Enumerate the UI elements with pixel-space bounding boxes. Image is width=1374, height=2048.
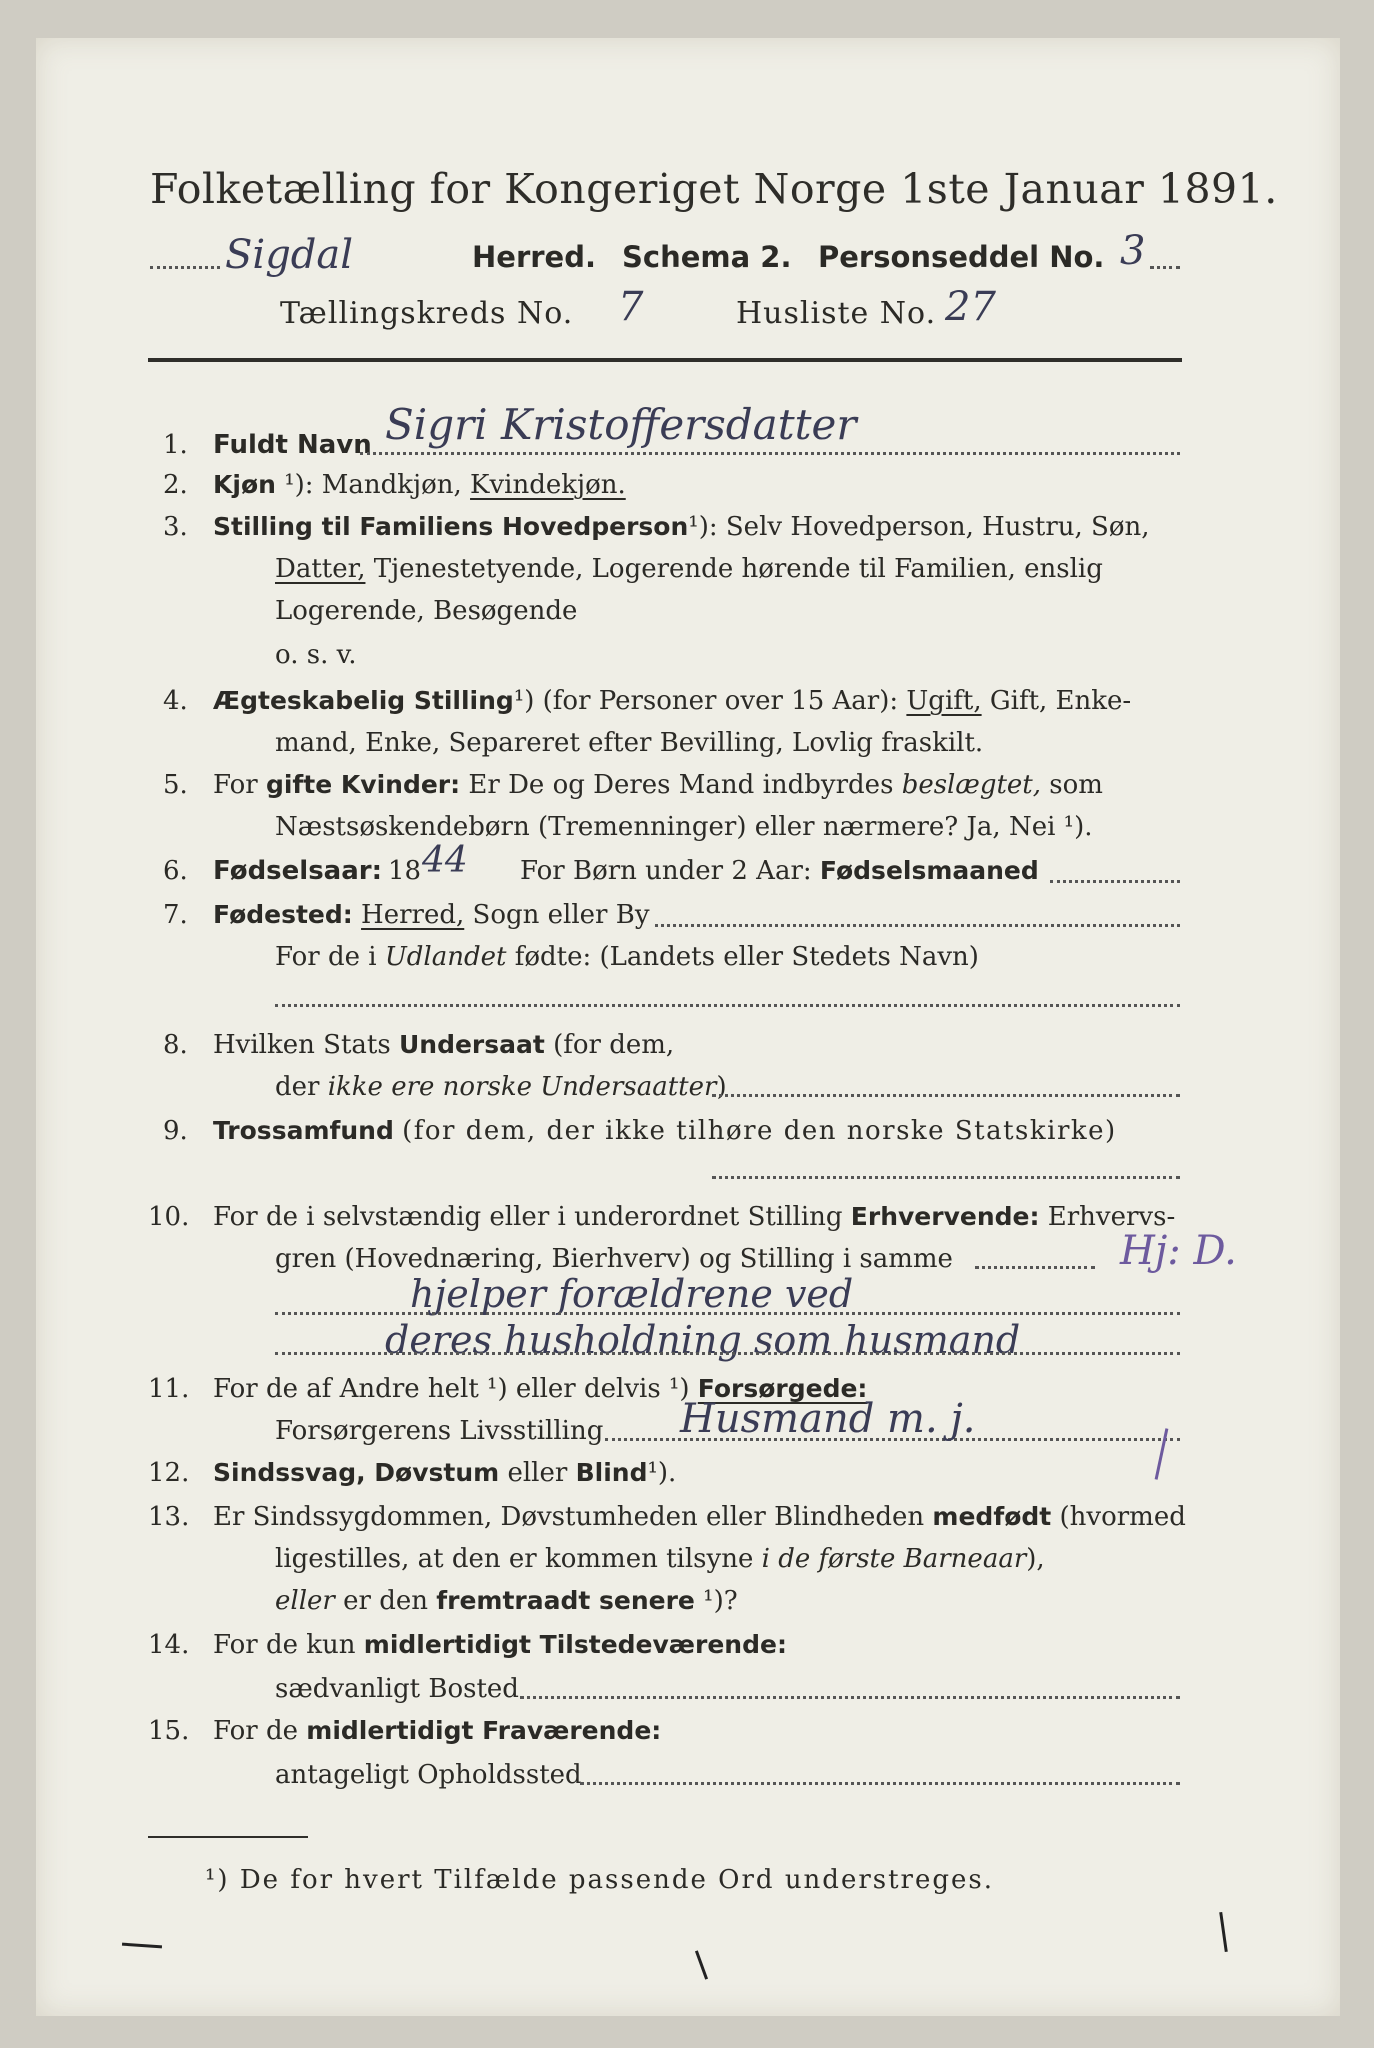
q9-label: Trossamfund	[213, 1116, 394, 1145]
q11-a: For de af Andre helt ¹) eller delvis ¹)	[213, 1374, 690, 1404]
q4-text	[213, 686, 1131, 716]
q11-label: Forsørgede:	[697, 1374, 868, 1403]
q1-name-handwritten: Sigri Kristoffersdatter	[385, 400, 857, 449]
q6-dotline	[1050, 880, 1180, 883]
q7-b: Sogn eller By	[472, 900, 650, 930]
q13-line3-a: eller	[275, 1586, 335, 1616]
item-number: 2.	[163, 470, 188, 500]
q11-handwritten: Husmand m. j.	[680, 1396, 976, 1442]
q7-selected: Herred,	[361, 900, 465, 930]
q3-line2	[275, 554, 1103, 584]
item-number: 4.	[163, 686, 188, 716]
q2-label: Kjøn	[213, 470, 276, 499]
q7-line2	[275, 942, 979, 972]
q2-text	[213, 470, 626, 500]
q15-a: For de	[213, 1716, 298, 1746]
q14-text	[213, 1630, 787, 1660]
q4-selected: Ugift,	[906, 686, 982, 716]
q8-label: Undersaat	[398, 1030, 545, 1059]
kreds-label: Tællingskreds No.	[280, 296, 574, 331]
q13-line3-b: er den	[343, 1586, 428, 1616]
q13-line3-d: ¹)?	[703, 1586, 738, 1616]
q14-label: midlertidigt Tilstedeværende:	[363, 1630, 787, 1659]
q15-dotline	[580, 1782, 1180, 1785]
q7-line2-c: fødte: (Landets eller Stedets Navn)	[514, 942, 979, 972]
q3-line4: o. s. v.	[275, 640, 357, 670]
header-divider	[148, 358, 1182, 362]
q8-a: Hvilken Stats	[213, 1030, 391, 1060]
husliste-label: Husliste No.	[736, 296, 937, 331]
q8-line2-c: )	[716, 1072, 727, 1102]
q10-c: Erhvervs-	[1047, 1202, 1176, 1232]
husliste-number: 27	[945, 284, 996, 330]
q10-text	[213, 1202, 1175, 1232]
q7-dotline	[655, 924, 1180, 927]
q8-dotline	[712, 1094, 1180, 1097]
q14-dotline	[520, 1696, 1180, 1699]
item-number: 9.	[163, 1116, 188, 1146]
schema-label: Schema 2.	[622, 240, 792, 274]
q13-line2-c: ),	[1026, 1544, 1045, 1574]
q8-c: (for dem,	[553, 1030, 675, 1060]
q5-e: som	[1049, 770, 1103, 800]
herred-dotline	[150, 266, 220, 269]
q4-label: Ægteskabelig Stilling	[213, 686, 514, 715]
q11-line2: Forsørgerens Livsstilling	[275, 1416, 604, 1446]
form-title: Folketælling for Kongeriget Norge 1ste Januar 1891.	[150, 165, 1278, 213]
q8-line2	[275, 1072, 727, 1102]
q6-rest-b: Fødselsmaaned	[819, 856, 1039, 885]
q3-line2-rest: Tjenestetyende, Logerende hørende til Familien, enslig	[373, 554, 1103, 584]
q3-label: Stilling til Familiens Hovedperson	[213, 512, 689, 541]
q10-dotline-3	[275, 1352, 1180, 1355]
q13-line3-c: fremtraadt senere	[436, 1586, 695, 1615]
item-number: 12.	[148, 1458, 190, 1488]
q13-text	[213, 1502, 1186, 1532]
q14-a: For de kun	[213, 1630, 356, 1660]
personseddel-label: Personseddel No.	[818, 240, 1105, 274]
q10-handwritten-line2: deres husholdning som husmand	[385, 1318, 1021, 1362]
q10-handwritten-line1: hjelper forældrene ved	[410, 1272, 854, 1316]
herred-handwritten: Sigdal	[225, 232, 354, 278]
item-number: 10.	[148, 1202, 190, 1232]
item-number: 1.	[163, 430, 188, 460]
q5-label: gifte Kvinder:	[265, 770, 461, 799]
q8-line2-b: ikke ere norske Undersaatter	[327, 1072, 717, 1102]
q8-text	[213, 1030, 674, 1060]
q3-selected: Datter,	[275, 554, 366, 584]
item-number: 15.	[148, 1716, 190, 1746]
q8-line2-a: der	[275, 1072, 320, 1102]
item-number: 13.	[148, 1502, 190, 1532]
footnote: ¹) De for hvert Tilfælde passende Ord understreges.	[205, 1865, 995, 1895]
q5-d: beslægtet,	[901, 770, 1042, 800]
q12-c: Blind	[575, 1458, 648, 1487]
q7-line2-a: For de i	[275, 942, 377, 972]
q12-b: eller	[507, 1458, 568, 1488]
q10-handwritten-code: Hj: D.	[1120, 1228, 1237, 1274]
item-number: 14.	[148, 1630, 190, 1660]
q4-rest-c: Gift, Enke-	[989, 686, 1132, 716]
q13-line2-b: i de første Barneaar	[761, 1544, 1027, 1574]
q1-dotline	[360, 452, 1180, 455]
q5-line2: Næstsøskendebørn (Tremenninger) eller nærmere? Ja, Nei ¹).	[275, 812, 1093, 842]
q9-dotline	[712, 1176, 1180, 1179]
item-number: 7.	[163, 900, 188, 930]
kreds-number: 7	[618, 284, 644, 330]
q13-label: medfødt	[932, 1502, 1052, 1531]
herred-label: Herred.	[472, 240, 596, 274]
q12-text	[213, 1458, 676, 1488]
q6-prefix: 18	[388, 856, 422, 886]
q14-line2: sædvanligt Bosted	[275, 1674, 519, 1704]
q2-selected: Kvindekjøn.	[470, 470, 626, 500]
q4-line2: mand, Enke, Separeret efter Bevilling, Lovlig fraskilt.	[275, 728, 984, 758]
item-number: 5.	[163, 770, 188, 800]
q12-d: ¹).	[647, 1458, 677, 1488]
item-number: 8.	[163, 1030, 188, 1060]
q13-line3	[275, 1586, 738, 1616]
q10-dotline	[975, 1266, 1095, 1269]
personseddel-dotline	[1150, 266, 1180, 269]
q5-text	[213, 770, 1103, 800]
q6-year-handwritten: 44	[422, 840, 468, 881]
q5-a: For	[213, 770, 258, 800]
q1-label: Fuldt Navn	[213, 430, 372, 460]
q9-rest: (for dem, der ikke tilhøre den norske Statskirke)	[402, 1116, 1117, 1146]
q3-text	[213, 512, 1150, 542]
q13-a: Er Sindssygdommen, Døvstumheden eller Blindheden	[213, 1502, 925, 1532]
q7-text	[213, 900, 650, 930]
q4-rest: ¹) (for Personer over 15 Aar):	[513, 686, 899, 716]
q10-dotline-2	[275, 1312, 1180, 1315]
q7-line2-b: Udlandet	[384, 942, 507, 972]
q6-label: Fødselsaar:	[213, 856, 382, 886]
q15-label: midlertidigt Fraværende:	[306, 1716, 662, 1745]
q7-label: Fødested:	[213, 900, 353, 929]
q15-text	[213, 1716, 661, 1746]
q6-rest	[520, 856, 1039, 886]
item-number: 11.	[148, 1374, 190, 1404]
q3-line3: Logerende, Besøgende	[275, 596, 578, 626]
q10-label: Erhvervende:	[850, 1202, 1040, 1231]
q13-c: (hvormed	[1059, 1502, 1186, 1532]
footnote-divider	[148, 1836, 308, 1838]
q3-options: ¹): Selv Hovedperson, Hustru, Søn,	[688, 512, 1150, 542]
item-number: 6.	[163, 856, 188, 886]
q13-line2-a: ligestilles, at den er kommen tilsyne	[275, 1544, 754, 1574]
q10-a: For de i selvstændig eller i underordnet Stilling	[213, 1202, 843, 1232]
q7-dotline-2	[275, 1004, 1180, 1007]
q9-text	[213, 1116, 1117, 1146]
item-number: 3.	[163, 512, 188, 542]
q13-line2	[275, 1544, 1045, 1574]
personseddel-number: 3	[1120, 228, 1146, 274]
q10-line2: gren (Hovednæring, Bierhverv) og Stilling i samme	[275, 1244, 953, 1274]
q6-rest-a: For Børn under 2 Aar:	[520, 856, 812, 886]
q5-c: Er De og Deres Mand indbyrdes	[468, 770, 894, 800]
q15-line2: antageligt Opholdssted	[275, 1760, 582, 1790]
q2-options: ¹): Mandkjøn,	[284, 470, 462, 500]
q12-label: Sindssvag, Døvstum	[213, 1458, 500, 1487]
